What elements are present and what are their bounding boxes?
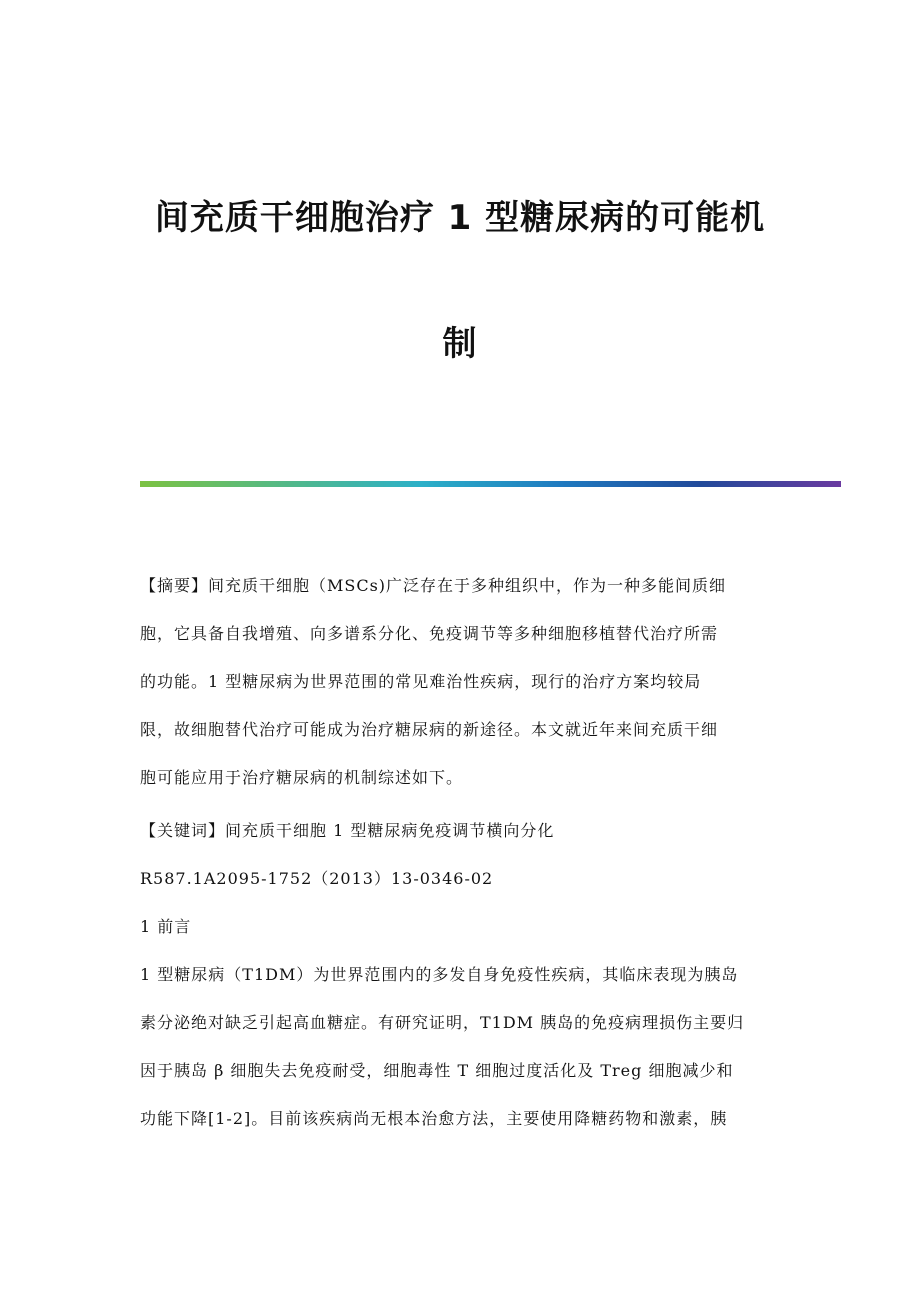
- intro-paragraph: [140, 951, 780, 1143]
- intro-line: 素分泌绝对缺乏引起高血糖症。有研究证明，T1DM 胰岛的免疫病理损伤主要归: [140, 1013, 745, 1032]
- intro-line: 因于胰岛 β 细胞失去免疫耐受，细胞毒性 T 细胞过度活化及 Treg 细胞减少和: [140, 1061, 734, 1080]
- abstract-line: 【摘要】间充质干细胞（MSCs)广泛存在于多种组织中，作为一种多能间质细: [140, 576, 727, 595]
- title-divider: [140, 481, 841, 487]
- abstract-line: 胞，它具备自我增殖、向多谱系分化、免疫调节等多种细胞移植替代治疗所需: [140, 624, 719, 643]
- intro-line: 功能下降[1-2]。目前该疾病尚无根本治愈方法，主要使用降糖药物和激素，胰: [140, 1109, 728, 1128]
- document-title-line-1: 间充质干细胞治疗 1 型糖尿病的可能机: [154, 198, 766, 238]
- document-title-line-2: 制: [442, 324, 478, 364]
- abstract-paragraph: [140, 562, 780, 802]
- keywords-line: 【关键词】间充质干细胞 1 型糖尿病免疫调节横向分化: [140, 821, 555, 840]
- abstract-line: 的功能。1 型糖尿病为世界范围的常见难治性疾病，现行的治疗方案均较局: [140, 672, 702, 691]
- intro-line: 1 型糖尿病（T1DM）为世界范围内的多发自身免疫性疾病，其临床表现为胰岛: [140, 965, 739, 984]
- classification-code: R587.1A2095-1752（2013）13-0346-02: [140, 869, 494, 888]
- abstract-line: 限，故细胞替代治疗可能成为治疗糖尿病的新途径。本文就近年来间充质干细: [140, 720, 719, 739]
- section-heading-intro: 1 前言: [140, 917, 192, 936]
- abstract-line: 胞可能应用于治疗糖尿病的机制综述如下。: [140, 768, 464, 787]
